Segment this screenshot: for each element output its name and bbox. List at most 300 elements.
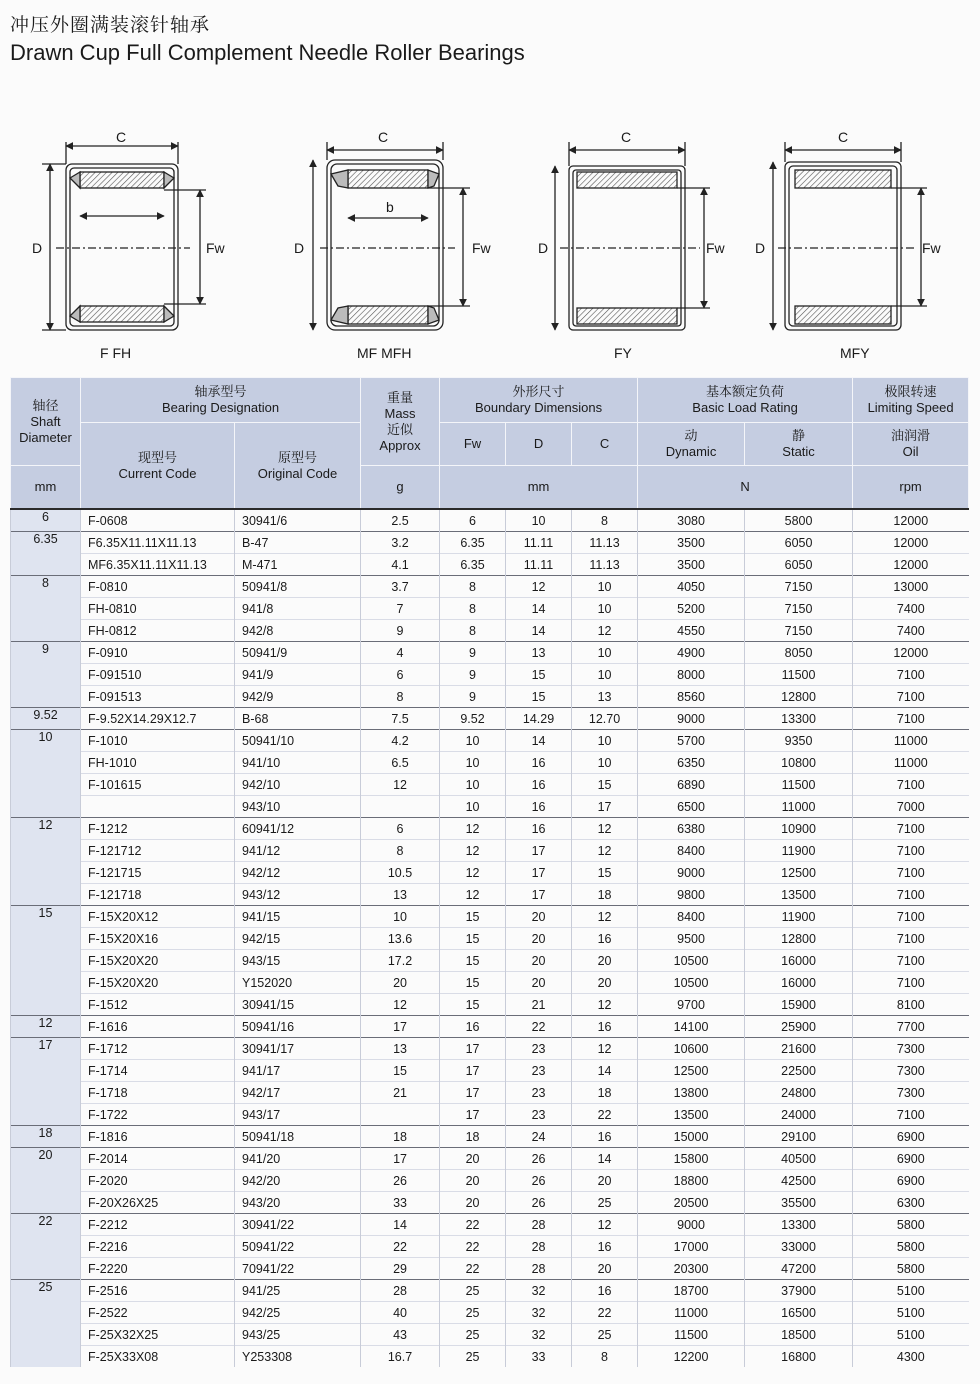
cell-c: 13 [572,686,638,708]
cell-fw: 22 [440,1258,506,1280]
cell-current-code: F-091510 [81,664,235,686]
cell-fw: 15 [440,994,506,1016]
cell-mass: 3.2 [361,532,440,554]
cell-original-code: 943/15 [235,950,361,972]
page-title-cn: 冲压外圈满装滚针轴承 [10,14,211,36]
header-original-code: 原型号 Original Code [235,423,361,510]
cell-shaft-diameter: 8 [11,576,81,642]
cell-oil-speed: 5100 [853,1302,969,1324]
cell-fw: 9 [440,686,506,708]
diagram-mfy-dim-c: C [838,129,849,145]
cell-oil-speed: 8100 [853,994,969,1016]
cell-current-code: FH-1010 [81,752,235,774]
cell-oil-speed: 5800 [853,1236,969,1258]
cell-c: 12 [572,620,638,642]
diagram-fy-dim-c: C [621,129,632,145]
cell-fw: 25 [440,1324,506,1346]
cell-c: 15 [572,774,638,796]
cell-dynamic: 5200 [638,598,745,620]
cell-c: 20 [572,1170,638,1192]
cell-oil-speed: 7300 [853,1038,969,1060]
diagram-label-fy: FY [614,345,632,361]
cell-fw: 6 [440,509,506,532]
cell-shaft-diameter: 25 [11,1280,81,1368]
cell-d: 21 [506,994,572,1016]
cell-fw: 16 [440,1016,506,1038]
table-row [11,730,969,752]
cell-mass: 6 [361,818,440,840]
cell-c: 10 [572,664,638,686]
cell-static: 9350 [745,730,853,752]
cell-current-code: F-2014 [81,1148,235,1170]
cell-fw: 8 [440,620,506,642]
cell-static: 11900 [745,906,853,928]
cell-d: 23 [506,1104,572,1126]
cell-fw: 6.35 [440,532,506,554]
unit-load: N [638,466,853,510]
table-body [11,509,969,1367]
header-static: 静 Static [745,423,853,466]
cell-fw: 22 [440,1236,506,1258]
table-row [11,774,969,796]
cell-mass: 17 [361,1016,440,1038]
cell-oil-speed: 11000 [853,730,969,752]
cell-oil-speed: 6900 [853,1170,969,1192]
cell-oil-speed: 12000 [853,509,969,532]
cell-current-code: F-15X20X12 [81,906,235,928]
diagram-f-dim-c: C [116,129,127,145]
cell-mass: 33 [361,1192,440,1214]
cell-d: 26 [506,1192,572,1214]
cell-shaft-diameter: 17 [11,1038,81,1126]
cell-original-code: 50941/22 [235,1236,361,1258]
cell-mass: 4.1 [361,554,440,576]
cell-dynamic: 8400 [638,906,745,928]
cell-d: 20 [506,906,572,928]
unit-speed: rpm [853,466,969,510]
cell-oil-speed: 7100 [853,972,969,994]
cell-static: 13300 [745,708,853,730]
cell-d: 17 [506,862,572,884]
table-row [11,1038,969,1060]
header-designation: 轴承型号 Bearing Designation [81,378,361,423]
cell-static: 33000 [745,1236,853,1258]
page-title-en: Drawn Cup Full Complement Needle Roller Bearings [10,40,525,65]
cell-dynamic: 3500 [638,554,745,576]
table-row [11,642,969,664]
cell-current-code: F-091513 [81,686,235,708]
cell-mass [361,1104,440,1126]
cell-mass: 10 [361,906,440,928]
cell-oil-speed: 7000 [853,796,969,818]
cell-oil-speed: 7400 [853,598,969,620]
cell-d: 14 [506,598,572,620]
cell-original-code: 70941/22 [235,1258,361,1280]
cell-static: 11000 [745,796,853,818]
cell-fw: 25 [440,1302,506,1324]
cell-shaft-diameter: 10 [11,730,81,818]
cell-mass: 15 [361,1060,440,1082]
unit-boundary: mm [440,466,638,510]
header-speed: 极限转速 Limiting Speed [853,378,969,423]
cell-original-code: 943/25 [235,1324,361,1346]
cell-d: 17 [506,840,572,862]
cell-static: 16000 [745,950,853,972]
cell-original-code: 941/9 [235,664,361,686]
cell-c: 10 [572,642,638,664]
cell-mass: 29 [361,1258,440,1280]
cell-mass: 22 [361,1236,440,1258]
cell-current-code: F-25X32X25 [81,1324,235,1346]
cell-static: 13300 [745,1214,853,1236]
header-fw: Fw [440,423,506,466]
diagram-mfy-dim-fw: Fw [922,240,941,256]
cell-original-code: 30941/6 [235,509,361,532]
cell-dynamic: 18800 [638,1170,745,1192]
cell-d: 13 [506,642,572,664]
table-row [11,818,969,840]
cell-static: 7150 [745,598,853,620]
cell-oil-speed: 4300 [853,1346,969,1368]
table-row [11,664,969,686]
cell-d: 32 [506,1280,572,1302]
cell-dynamic: 10600 [638,1038,745,1060]
cell-original-code: 942/12 [235,862,361,884]
cell-d: 28 [506,1236,572,1258]
table-row [11,1170,969,1192]
cell-oil-speed: 5800 [853,1258,969,1280]
cell-oil-speed: 5100 [853,1324,969,1346]
cell-d: 10 [506,509,572,532]
cell-fw: 25 [440,1346,506,1368]
diagram-label-mfy: MFY [840,345,870,361]
cell-c: 16 [572,1236,638,1258]
cell-dynamic: 6380 [638,818,745,840]
cell-dynamic: 9000 [638,1214,745,1236]
cell-dynamic: 3500 [638,532,745,554]
cell-original-code: Y253308 [235,1346,361,1368]
table-row [11,862,969,884]
table-row [11,1346,969,1368]
cell-c: 14 [572,1148,638,1170]
cell-d: 33 [506,1346,572,1368]
cell-c: 17 [572,796,638,818]
header-current-code: 现型号 Current Code [81,423,235,510]
cell-original-code: 30941/22 [235,1214,361,1236]
cell-d: 23 [506,1060,572,1082]
table-row [11,1214,969,1236]
cell-mass: 21 [361,1082,440,1104]
cell-mass: 13.6 [361,928,440,950]
cell-c: 18 [572,884,638,906]
cell-mass: 26 [361,1170,440,1192]
cell-d: 32 [506,1302,572,1324]
cell-oil-speed: 7100 [853,708,969,730]
cell-static: 24800 [745,1082,853,1104]
cell-oil-speed: 7100 [853,774,969,796]
cell-dynamic: 8000 [638,664,745,686]
cell-dynamic: 9700 [638,994,745,1016]
cell-dynamic: 18700 [638,1280,745,1302]
cell-c: 16 [572,1280,638,1302]
cell-mass: 2.5 [361,509,440,532]
cell-dynamic: 6500 [638,796,745,818]
cell-original-code: B-68 [235,708,361,730]
cell-fw: 10 [440,752,506,774]
cell-c: 22 [572,1302,638,1324]
cell-fw: 18 [440,1126,506,1148]
cell-original-code: 943/12 [235,884,361,906]
cell-d: 15 [506,664,572,686]
cell-dynamic: 12200 [638,1346,745,1368]
table-row [11,620,969,642]
cell-c: 8 [572,1346,638,1368]
cell-static: 8050 [745,642,853,664]
cell-oil-speed: 11000 [853,752,969,774]
cell-fw: 9.52 [440,708,506,730]
cell-mass: 9 [361,620,440,642]
cell-original-code: 941/20 [235,1148,361,1170]
cell-c: 10 [572,752,638,774]
cell-fw: 17 [440,1104,506,1126]
cell-c: 20 [572,972,638,994]
cell-static: 22500 [745,1060,853,1082]
cell-static: 13500 [745,884,853,906]
cell-d: 17 [506,884,572,906]
cell-original-code: 50941/10 [235,730,361,752]
table-row [11,1060,969,1082]
cell-mass: 6 [361,664,440,686]
cell-static: 18500 [745,1324,853,1346]
cell-dynamic: 9500 [638,928,745,950]
cell-c: 16 [572,1016,638,1038]
table-row [11,1236,969,1258]
cell-original-code: 60941/12 [235,818,361,840]
cell-shaft-diameter: 12 [11,1016,81,1038]
cell-mass: 16.7 [361,1346,440,1368]
cell-original-code: 50941/8 [235,576,361,598]
cell-original-code: 941/12 [235,840,361,862]
cell-oil-speed: 7100 [853,840,969,862]
cell-static: 11500 [745,774,853,796]
table-row [11,994,969,1016]
cell-original-code: 942/15 [235,928,361,950]
cell-static: 6050 [745,554,853,576]
cell-c: 11.13 [572,532,638,554]
cell-oil-speed: 13000 [853,576,969,598]
cell-static: 7150 [745,576,853,598]
cell-c: 10 [572,730,638,752]
cell-c: 20 [572,1258,638,1280]
table-row [11,1148,969,1170]
cell-mass: 18 [361,1126,440,1148]
cell-mass: 12 [361,774,440,796]
cell-d: 16 [506,818,572,840]
cell-current-code: F-121718 [81,884,235,906]
bearing-diagrams [0,120,980,370]
cell-oil-speed: 6300 [853,1192,969,1214]
cell-c: 16 [572,928,638,950]
cell-c: 12.70 [572,708,638,730]
cell-shaft-diameter: 22 [11,1214,81,1280]
cell-static: 16000 [745,972,853,994]
cell-static: 16500 [745,1302,853,1324]
cell-original-code: 941/10 [235,752,361,774]
header-oil: 油润滑 Oil [853,423,969,466]
cell-static: 5800 [745,509,853,532]
table-row [11,1302,969,1324]
cell-mass: 7 [361,598,440,620]
table-row [11,796,969,818]
diagram-mfy-dim-d: D [755,240,766,256]
cell-current-code: F-0910 [81,642,235,664]
cell-d: 20 [506,928,572,950]
cell-current-code: F-2212 [81,1214,235,1236]
cell-dynamic: 11000 [638,1302,745,1324]
cell-oil-speed: 12000 [853,642,969,664]
cell-current-code: F-121712 [81,840,235,862]
cell-current-code: F-1212 [81,818,235,840]
cell-oil-speed: 7100 [853,818,969,840]
cell-original-code: 30941/17 [235,1038,361,1060]
cell-oil-speed: 7300 [853,1082,969,1104]
cell-current-code: F-0810 [81,576,235,598]
cell-mass: 12 [361,994,440,1016]
cell-dynamic: 17000 [638,1236,745,1258]
cell-dynamic: 9800 [638,884,745,906]
cell-mass: 3.7 [361,576,440,598]
cell-current-code: F-2220 [81,1258,235,1280]
cell-original-code: Y152020 [235,972,361,994]
cell-original-code: M-471 [235,554,361,576]
cell-dynamic: 9000 [638,862,745,884]
table-row [11,1082,969,1104]
diagram-mf-dim-fw: Fw [472,240,491,256]
cell-fw: 25 [440,1280,506,1302]
diagram-f-fh [42,142,206,330]
cell-fw: 17 [440,1038,506,1060]
bearing-spec-table [10,377,969,1367]
table-row [11,1126,969,1148]
cell-oil-speed: 7100 [853,1104,969,1126]
cell-c: 12 [572,994,638,1016]
cell-original-code: 941/17 [235,1060,361,1082]
cell-original-code: B-47 [235,532,361,554]
cell-current-code: F-20X26X25 [81,1192,235,1214]
cell-shaft-diameter: 15 [11,906,81,1016]
cell-c: 10 [572,598,638,620]
table-row [11,598,969,620]
cell-c: 25 [572,1324,638,1346]
cell-static: 12500 [745,862,853,884]
cell-current-code [81,796,235,818]
cell-dynamic: 15800 [638,1148,745,1170]
cell-shaft-diameter: 9.52 [11,708,81,730]
header-boundary: 外形尺寸 Boundary Dimensions [440,378,638,423]
cell-c: 14 [572,1060,638,1082]
cell-fw: 9 [440,642,506,664]
table-row [11,928,969,950]
cell-c: 12 [572,840,638,862]
cell-mass [361,796,440,818]
cell-static: 7150 [745,620,853,642]
cell-fw: 8 [440,598,506,620]
cell-original-code: 943/17 [235,1104,361,1126]
cell-d: 23 [506,1038,572,1060]
cell-original-code: 941/8 [235,598,361,620]
table-row [11,1258,969,1280]
diagram-mf-dim-c: C [378,129,389,145]
cell-current-code: F-1712 [81,1038,235,1060]
table-row [11,576,969,598]
cell-c: 16 [572,1126,638,1148]
cell-mass: 13 [361,884,440,906]
cell-fw: 12 [440,840,506,862]
cell-oil-speed: 7100 [853,950,969,972]
cell-c: 10 [572,576,638,598]
cell-mass: 17.2 [361,950,440,972]
cell-oil-speed: 7400 [853,620,969,642]
table-row [11,1324,969,1346]
cell-current-code: FH-0810 [81,598,235,620]
cell-shaft-diameter: 6.35 [11,532,81,576]
cell-d: 32 [506,1324,572,1346]
cell-d: 28 [506,1214,572,1236]
diagram-mf-mfh [313,142,470,330]
cell-fw: 12 [440,862,506,884]
cell-current-code: F-2522 [81,1302,235,1324]
cell-current-code: F-15X20X16 [81,928,235,950]
table-row [11,1192,969,1214]
diagram-f-dim-d: D [32,240,43,256]
cell-mass: 4.2 [361,730,440,752]
cell-oil-speed: 12000 [853,554,969,576]
cell-original-code: 942/25 [235,1302,361,1324]
cell-oil-speed: 7700 [853,1016,969,1038]
cell-mass: 20 [361,972,440,994]
cell-current-code: F-1718 [81,1082,235,1104]
cell-fw: 12 [440,884,506,906]
cell-static: 12800 [745,686,853,708]
cell-c: 18 [572,1082,638,1104]
cell-d: 20 [506,972,572,994]
cell-static: 40500 [745,1148,853,1170]
cell-fw: 12 [440,818,506,840]
table-row [11,1016,969,1038]
diagram-label-f-fh: F FH [100,345,132,361]
cell-dynamic: 5700 [638,730,745,752]
cell-fw: 10 [440,730,506,752]
cell-original-code: 50941/16 [235,1016,361,1038]
cell-mass: 28 [361,1280,440,1302]
cell-oil-speed: 6900 [853,1126,969,1148]
cell-dynamic: 20500 [638,1192,745,1214]
table-row [11,1104,969,1126]
cell-original-code: 30941/15 [235,994,361,1016]
table-row [11,972,969,994]
cell-fw: 17 [440,1060,506,1082]
cell-dynamic: 14100 [638,1016,745,1038]
cell-mass: 17 [361,1148,440,1170]
cell-current-code: F-1616 [81,1016,235,1038]
cell-mass: 14 [361,1214,440,1236]
cell-dynamic: 3080 [638,509,745,532]
cell-original-code: 942/9 [235,686,361,708]
cell-static: 25900 [745,1016,853,1038]
cell-mass: 6.5 [361,752,440,774]
cell-oil-speed: 5800 [853,1214,969,1236]
cell-static: 12800 [745,928,853,950]
